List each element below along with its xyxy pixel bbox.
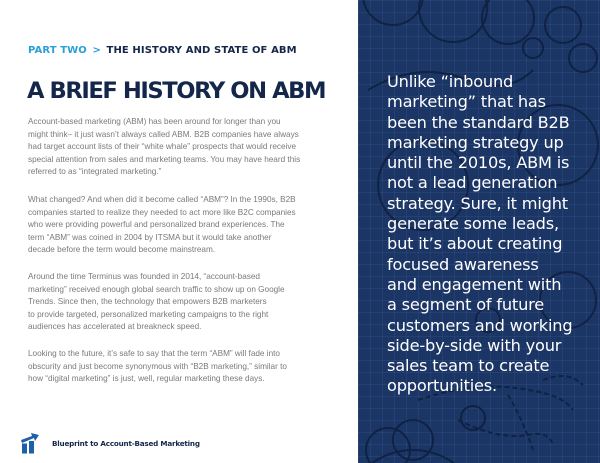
paragraph-2 — [28, 194, 328, 257]
section-title: THE HISTORY AND STATE OF ABM — [106, 45, 297, 56]
quote-line: marketing strategy up — [387, 132, 564, 152]
text-line: decade before the term would become mainstream. — [28, 245, 216, 254]
chevron-right-icon: > — [92, 45, 101, 56]
terminus-logo-icon — [18, 431, 42, 455]
text-line: might think– it just wasn’t always called ABM. B2B companies have always — [28, 129, 299, 139]
text-line: companies started to realize they needed to act more like B2C companies — [28, 207, 296, 217]
quote-line: opportunities. — [387, 376, 497, 396]
quote-line: strategy. Sure, it might — [387, 193, 568, 213]
quote-line: until the 2010s, ABM is — [387, 153, 570, 173]
text-line: had target account lists of their “white whale” prospects that would receive — [28, 142, 297, 151]
page-footer — [18, 431, 200, 455]
paragraph-1 — [28, 116, 328, 179]
text-line: to provide targeted, personalized marketing campaigns to the right — [28, 309, 269, 319]
footer-title: Blueprint to Account-Based Marketing — [52, 438, 200, 448]
text-line: Trends. Since then, the technology that empowers B2B marketers — [28, 297, 267, 306]
quote-line: side-by-side with your — [387, 335, 562, 355]
paragraph-4 — [28, 348, 328, 386]
paragraph-3 — [28, 271, 328, 334]
quote-line: customers and working — [387, 315, 573, 335]
quote-line: Unlike “inbound — [387, 72, 514, 91]
text-line: What changed? And when did it become called “ABM”? In the 1990s, B2B — [28, 195, 296, 204]
pull-quote — [387, 72, 597, 397]
text-line: audiences has accelerated at breakneck speed. — [28, 322, 202, 331]
section-eyebrow — [28, 45, 297, 56]
section-label: PART TWO — [28, 45, 87, 56]
text-line: marketing” received enough global search traffic to show up on Google — [28, 284, 285, 294]
quote-line: not a lead generation — [387, 173, 558, 193]
text-line: referred to as “integrated marketing.” — [28, 167, 162, 176]
text-line: term “ABM” was coined in 2004 by ITSMA but it would take another — [28, 232, 272, 242]
quote-line: been the standard B2B — [387, 112, 570, 132]
quote-line: but it’s about creating — [387, 234, 563, 254]
text-line: how “digital marketing” is just, well, regular marketing these days. — [28, 374, 265, 383]
quote-line: marketing” that has — [387, 92, 546, 112]
text-line: special attention from sales and marketing teams. You may have heard this — [28, 154, 301, 164]
text-line: Account-based marketing (ABM) has been around for longer than you — [28, 117, 281, 126]
page-title: A BRIEF HISTORY ON ABM — [27, 79, 326, 104]
pull-quote-panel — [358, 0, 600, 463]
text-line: obscurity and just become synonymous with “B2B marketing,” similar to — [28, 361, 287, 371]
quote-line: generate some leads, — [387, 214, 559, 234]
quote-line: focused awareness — [387, 254, 539, 274]
text-line: Around the time Terminus was founded in 2014, “account-based — [28, 272, 260, 281]
quote-line: and engagement with — [387, 274, 562, 294]
quote-line: sales team to create — [387, 356, 550, 376]
text-line: who were providing powerful and personalized brand experiences. The — [28, 220, 285, 229]
quote-line: a segment of future — [387, 295, 544, 315]
text-line: Looking to the future, it’s safe to say that the term “ABM” will fade into — [28, 349, 280, 358]
